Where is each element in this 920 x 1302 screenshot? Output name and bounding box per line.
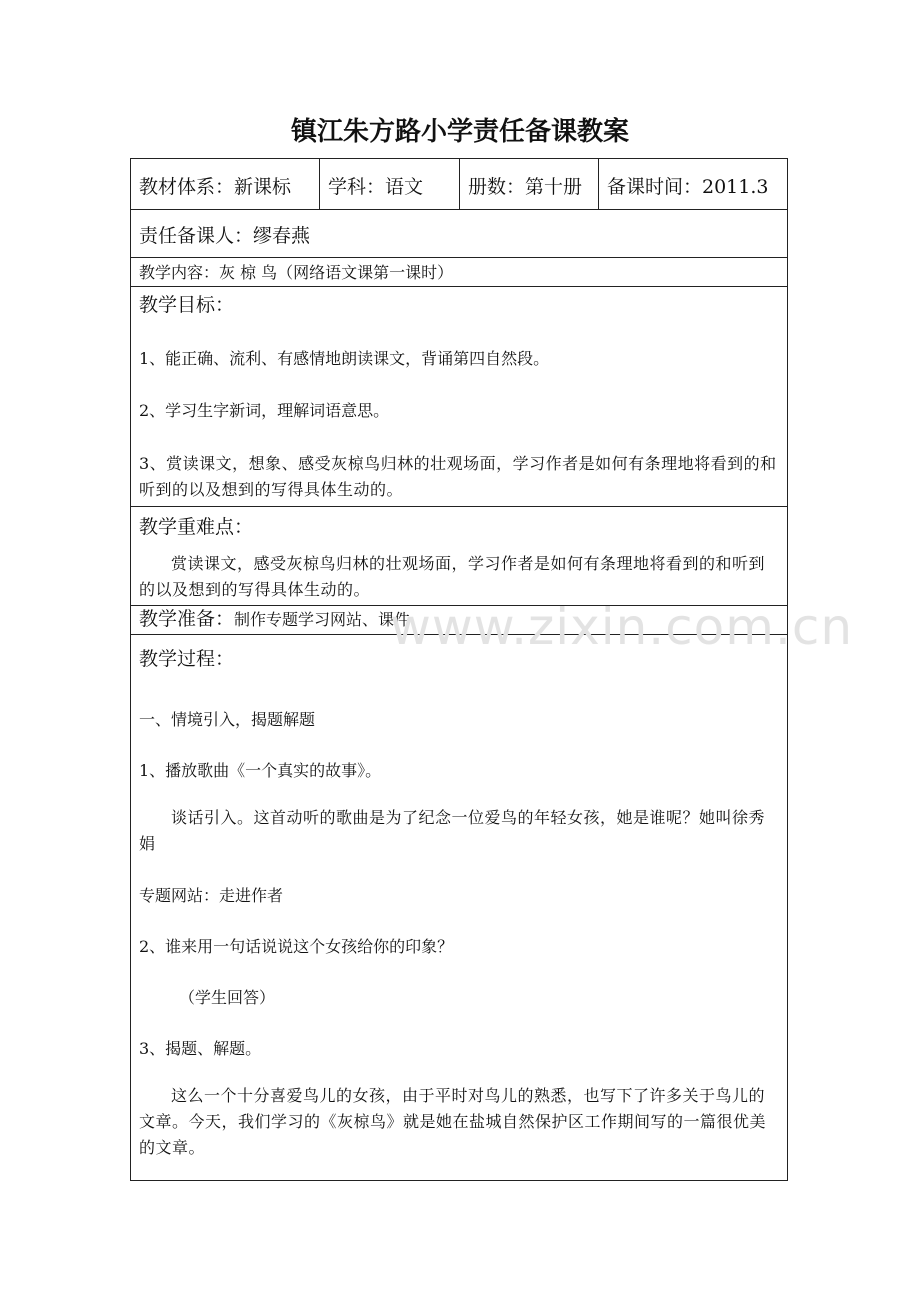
column-divider (319, 159, 320, 209)
process-line: 一、情境引入，揭题解题 (139, 710, 316, 729)
goal-item: 1、能正确、流利、有感情地朗读课文，背诵第四自然段。 (139, 349, 550, 368)
row-divider (131, 634, 787, 635)
process-line: （学生回答） (179, 988, 276, 1007)
column-divider (459, 159, 460, 209)
goals-heading: 教学目标： (139, 294, 235, 316)
watermark: www.zixin.com.cn (390, 598, 854, 656)
difficulty-heading: 教学重难点： (139, 516, 254, 538)
prep-text: 制作专题学习网站、课件 (234, 610, 411, 629)
process-line: 1、播放歌曲《一个真实的故事》。 (139, 761, 382, 780)
difficulty-text: 赏读课文，感受灰椋鸟归林的壮观场面，学习作者是如何有条理地将看到的和听到的以及想到的写得具体生动的。 (139, 554, 766, 599)
process-paragraph: 这么一个十分喜爱鸟儿的女孩，由于平时对鸟儿的熟悉，也写下了许多关于鸟儿的文章。今天，我们学习的《灰椋鸟》就是她在盐城自然保护区工作期间写的一篇很优美的文章。 (139, 1086, 767, 1157)
textbook-system-cell: 教材体系：新课标 (139, 176, 292, 198)
process-line: 2、谁来用一句话说说这个女孩给你的印象？ (139, 937, 454, 956)
row-divider (131, 286, 787, 287)
teacher-cell: 责任备课人：缪春燕 (139, 225, 311, 247)
goal-item: 2、学习生字新词，理解词语意思。 (139, 401, 390, 420)
teaching-content-cell: 教学内容：灰 椋 鸟（网络语文课第一课时） (139, 263, 454, 282)
lesson-plan-table (130, 158, 788, 1181)
row-divider (131, 257, 787, 258)
volume-cell: 册数：第十册 (468, 176, 583, 198)
process-line: 专题网站：走进作者 (139, 886, 284, 905)
prep-time-cell: 备课时间：2011.3 (607, 176, 769, 198)
process-heading: 教学过程： (139, 648, 235, 670)
prep-row (139, 607, 410, 632)
goal-item: 3、赏读课文，想象、感受灰椋鸟归林的壮观场面，学习作者是如何有条理地将看到的和听到的以及想到的写得具体生动的。 (139, 454, 777, 499)
process-paragraph: 谈话引入。这首动听的歌曲是为了纪念一位爱鸟的年轻女孩，她是谁呢？她叫徐秀娟 (139, 808, 766, 853)
row-divider (131, 605, 787, 606)
process-line: 3、揭题、解题。 (139, 1039, 262, 1058)
column-divider (598, 159, 599, 209)
row-divider (131, 209, 787, 210)
document-title: 镇江朱方路小学责任备课教案 (290, 117, 629, 147)
row-divider (131, 506, 787, 507)
prep-heading: 教学准备： (139, 608, 235, 630)
subject-cell: 学科：语文 (328, 176, 424, 198)
